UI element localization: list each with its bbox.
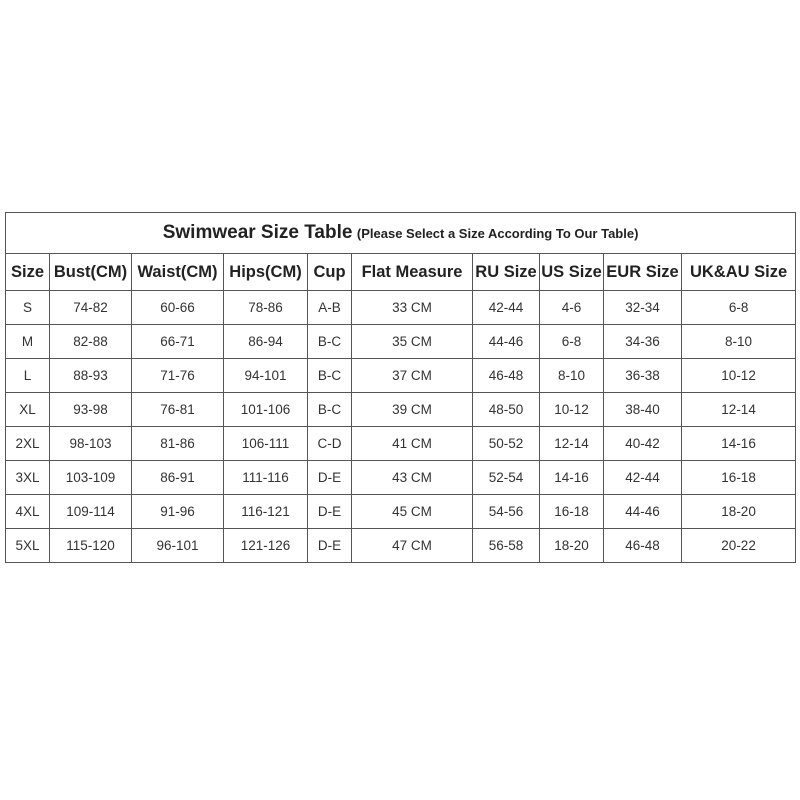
cell-ukau-size: 10-12	[682, 359, 796, 393]
cell-bust: 98-103	[50, 427, 132, 461]
cell-bust: 115-120	[50, 529, 132, 563]
cell-us-size: 16-18	[540, 495, 604, 529]
cell-eur-size: 34-36	[604, 325, 682, 359]
cell-hips: 78-86	[224, 291, 308, 325]
cell-bust: 93-98	[50, 393, 132, 427]
table-row	[6, 325, 796, 359]
cell-waist: 96-101	[132, 529, 224, 563]
cell-bust: 82-88	[50, 325, 132, 359]
cell-size: 4XL	[6, 495, 50, 529]
cell-ukau-size: 12-14	[682, 393, 796, 427]
cell-cup: D-E	[308, 461, 352, 495]
table-row	[6, 291, 796, 325]
cell-ru-size: 42-44	[473, 291, 540, 325]
cell-eur-size: 42-44	[604, 461, 682, 495]
size-table	[5, 212, 796, 563]
cell-ukau-size: 20-22	[682, 529, 796, 563]
table-row	[6, 427, 796, 461]
cell-size: 2XL	[6, 427, 50, 461]
cell-ukau-size: 14-16	[682, 427, 796, 461]
cell-waist: 91-96	[132, 495, 224, 529]
cell-ukau-size: 8-10	[682, 325, 796, 359]
cell-size: L	[6, 359, 50, 393]
cell-us-size: 4-6	[540, 291, 604, 325]
cell-waist: 71-76	[132, 359, 224, 393]
cell-flat-measure: 39 CM	[352, 393, 473, 427]
header-cup: Cup	[308, 254, 352, 291]
cell-hips: 111-116	[224, 461, 308, 495]
header-flat-measure: Flat Measure	[352, 254, 473, 291]
cell-cup: C-D	[308, 427, 352, 461]
cell-cup: D-E	[308, 495, 352, 529]
table-row	[6, 461, 796, 495]
cell-ru-size: 50-52	[473, 427, 540, 461]
cell-waist: 81-86	[132, 427, 224, 461]
table-row	[6, 495, 796, 529]
cell-eur-size: 44-46	[604, 495, 682, 529]
header-us-size: US Size	[540, 254, 604, 291]
cell-us-size: 6-8	[540, 325, 604, 359]
table-row	[6, 359, 796, 393]
cell-size: S	[6, 291, 50, 325]
table-subtitle: (Please Select a Size According To Our Table)	[356, 226, 639, 241]
cell-ru-size: 56-58	[473, 529, 540, 563]
cell-flat-measure: 33 CM	[352, 291, 473, 325]
header-hips: Hips(CM)	[224, 254, 308, 291]
table-title: Swimwear Size Table	[162, 222, 353, 243]
header-size: Size	[6, 254, 50, 291]
cell-cup: B-C	[308, 325, 352, 359]
cell-eur-size: 40-42	[604, 427, 682, 461]
cell-flat-measure: 45 CM	[352, 495, 473, 529]
cell-ru-size: 54-56	[473, 495, 540, 529]
cell-eur-size: 46-48	[604, 529, 682, 563]
cell-us-size: 10-12	[540, 393, 604, 427]
header-ukau-size: UK&AU Size	[682, 254, 796, 291]
cell-size: 3XL	[6, 461, 50, 495]
cell-flat-measure: 43 CM	[352, 461, 473, 495]
cell-flat-measure: 47 CM	[352, 529, 473, 563]
cell-us-size: 14-16	[540, 461, 604, 495]
table-row	[6, 393, 796, 427]
cell-size: XL	[6, 393, 50, 427]
cell-us-size: 12-14	[540, 427, 604, 461]
cell-eur-size: 36-38	[604, 359, 682, 393]
cell-us-size: 8-10	[540, 359, 604, 393]
cell-hips: 94-101	[224, 359, 308, 393]
cell-eur-size: 32-34	[604, 291, 682, 325]
cell-bust: 109-114	[50, 495, 132, 529]
cell-waist: 86-91	[132, 461, 224, 495]
cell-hips: 121-126	[224, 529, 308, 563]
cell-hips: 86-94	[224, 325, 308, 359]
cell-bust: 74-82	[50, 291, 132, 325]
cell-cup: B-C	[308, 359, 352, 393]
header-row	[6, 254, 796, 291]
cell-waist: 60-66	[132, 291, 224, 325]
cell-ru-size: 52-54	[473, 461, 540, 495]
cell-flat-measure: 41 CM	[352, 427, 473, 461]
header-waist: Waist(CM)	[132, 254, 224, 291]
cell-ru-size: 44-46	[473, 325, 540, 359]
cell-bust: 103-109	[50, 461, 132, 495]
cell-bust: 88-93	[50, 359, 132, 393]
cell-flat-measure: 35 CM	[352, 325, 473, 359]
header-bust: Bust(CM)	[50, 254, 132, 291]
title-row	[6, 213, 796, 254]
cell-ru-size: 48-50	[473, 393, 540, 427]
cell-flat-measure: 37 CM	[352, 359, 473, 393]
header-eur-size: EUR Size	[604, 254, 682, 291]
cell-cup: B-C	[308, 393, 352, 427]
cell-us-size: 18-20	[540, 529, 604, 563]
cell-ukau-size: 6-8	[682, 291, 796, 325]
cell-waist: 76-81	[132, 393, 224, 427]
cell-ukau-size: 18-20	[682, 495, 796, 529]
cell-ru-size: 46-48	[473, 359, 540, 393]
cell-cup: D-E	[308, 529, 352, 563]
cell-hips: 106-111	[224, 427, 308, 461]
cell-size: M	[6, 325, 50, 359]
table-row	[6, 529, 796, 563]
cell-eur-size: 38-40	[604, 393, 682, 427]
cell-waist: 66-71	[132, 325, 224, 359]
cell-hips: 101-106	[224, 393, 308, 427]
cell-hips: 116-121	[224, 495, 308, 529]
cell-size: 5XL	[6, 529, 50, 563]
table-body	[6, 291, 796, 563]
cell-cup: A-B	[308, 291, 352, 325]
table-title-cell	[6, 213, 796, 254]
header-ru-size: RU Size	[473, 254, 540, 291]
cell-ukau-size: 16-18	[682, 461, 796, 495]
